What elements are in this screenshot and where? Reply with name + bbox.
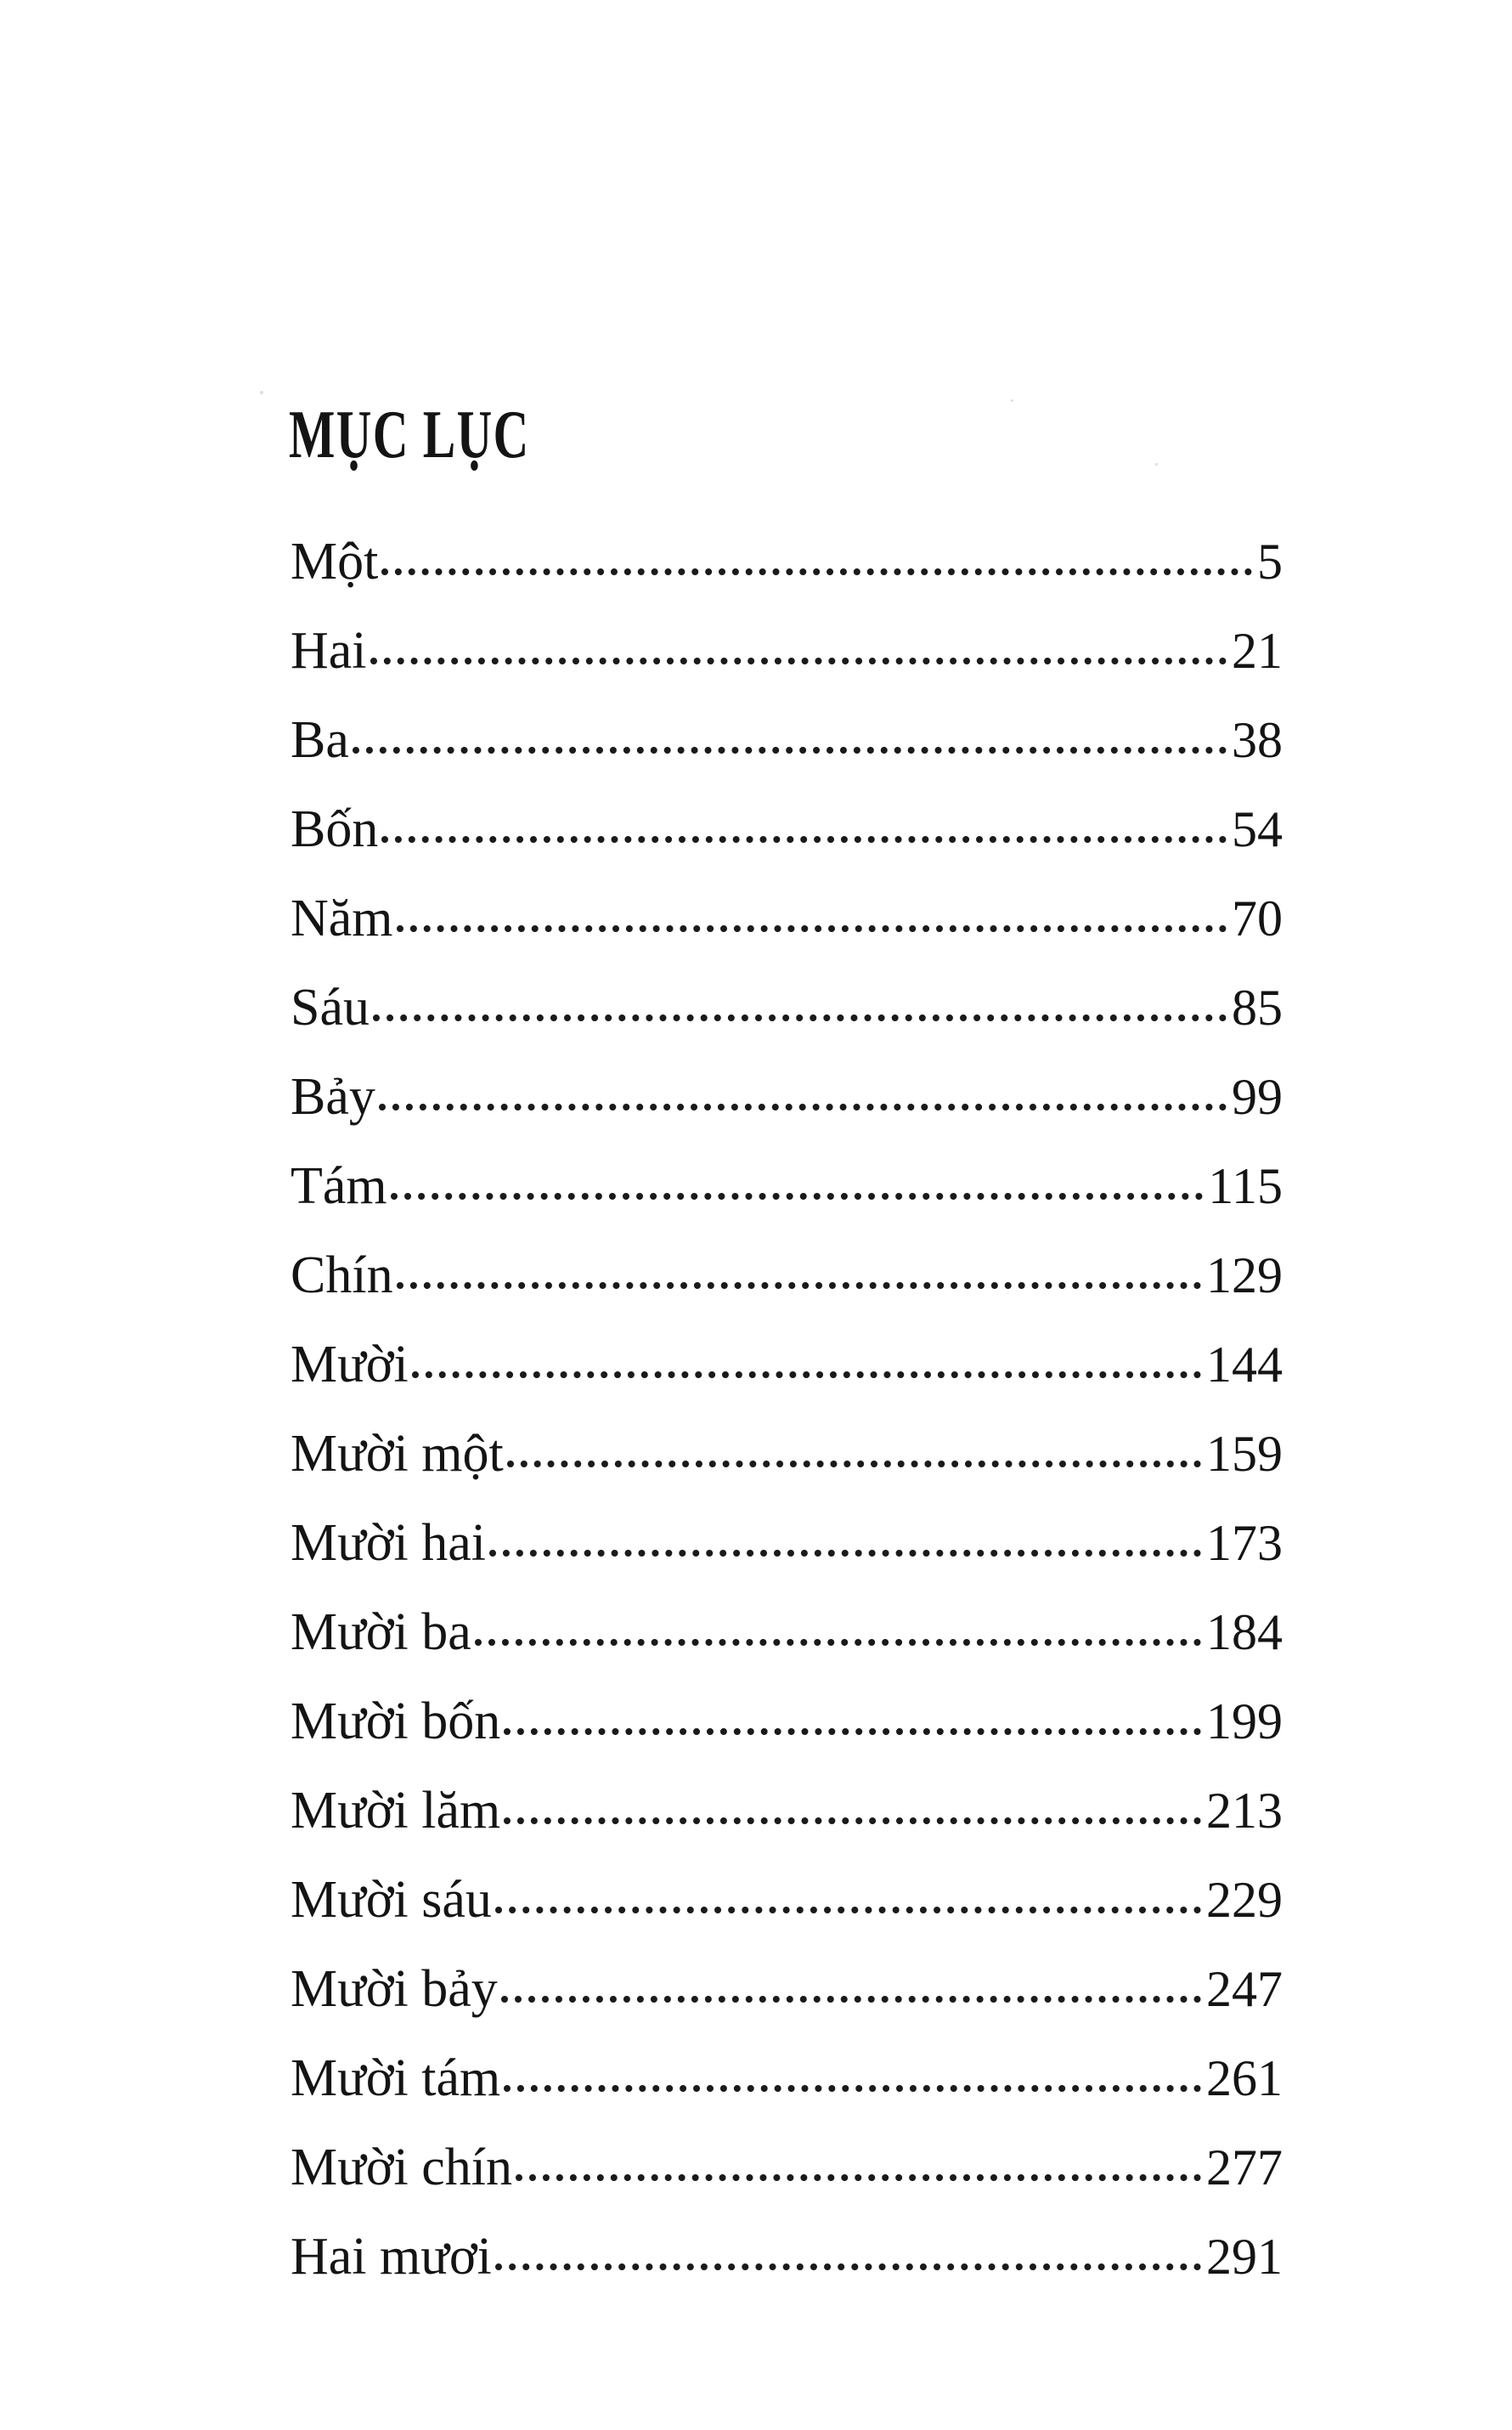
- toc-entry: [291, 2141, 1283, 2230]
- paper-speck: [1155, 463, 1158, 466]
- toc-entry: [291, 981, 1283, 1071]
- toc-entry: [291, 711, 1283, 803]
- toc-entry: [291, 1338, 1283, 1427]
- toc-entry: [291, 1960, 1283, 2052]
- dot-leader: [397, 925, 1227, 932]
- toc-entry: [291, 1603, 1283, 1695]
- toc-entry-title: Hai: [291, 622, 367, 680]
- dot-leader: [379, 1104, 1227, 1110]
- toc-entry-title: Chín: [291, 1246, 393, 1304]
- toc-entry: [291, 1157, 1283, 1249]
- toc-entry-title: Mười tám: [291, 2049, 501, 2107]
- toc-entry-page: 277: [1206, 2139, 1283, 2195]
- page-title: MỤC LỤC: [289, 397, 530, 472]
- dot-leader: [501, 1996, 1201, 2003]
- dot-leader: [370, 658, 1227, 664]
- paper-speck: [260, 391, 263, 394]
- toc-entry-page: 70: [1232, 890, 1283, 947]
- dot-leader: [381, 836, 1227, 843]
- toc-entry-page: 129: [1206, 1247, 1283, 1303]
- toc-entry-page: 159: [1206, 1426, 1283, 1482]
- toc-entry-page: 229: [1206, 1872, 1283, 1928]
- toc-entry-title: Mười sáu: [291, 1871, 492, 1929]
- dot-leader: [397, 1282, 1201, 1289]
- dot-leader: [381, 568, 1252, 575]
- dot-leader: [504, 1728, 1201, 1735]
- toc-entry: [291, 2049, 1283, 2141]
- toc-entry-page: 184: [1206, 1604, 1283, 1660]
- toc-entry-page: 144: [1206, 1336, 1283, 1393]
- toc-entry: [291, 1246, 1283, 1338]
- toc-entry-title: Hai mươi: [291, 2228, 492, 2286]
- toc-entry-page: 115: [1208, 1158, 1283, 1214]
- dot-leader: [507, 1461, 1201, 1467]
- toc-entry: [291, 892, 1283, 981]
- toc-entry: [291, 624, 1283, 714]
- toc-entry-title: Mười ba: [291, 1603, 471, 1661]
- toc-entry-title: Sáu: [291, 979, 370, 1037]
- toc-entry-title: Bốn: [291, 800, 379, 858]
- dot-leader: [391, 1193, 1204, 1200]
- dot-leader: [504, 2085, 1201, 2092]
- toc-entry: [291, 1514, 1283, 1606]
- toc-entry: [291, 800, 1283, 892]
- dot-leader: [353, 747, 1227, 754]
- dot-leader: [504, 1817, 1201, 1824]
- toc-entry-page: 21: [1232, 623, 1283, 679]
- toc-entry: [291, 2230, 1283, 2320]
- toc-entry-page: 99: [1232, 1069, 1283, 1125]
- toc-entry: [291, 1695, 1283, 1784]
- toc-entry-page: 213: [1206, 1783, 1283, 1839]
- table-of-contents: [291, 535, 1283, 2320]
- toc-entry: [291, 1784, 1283, 1873]
- toc-entry-page: 261: [1206, 2050, 1283, 2106]
- toc-entry: [291, 535, 1283, 624]
- toc-entry: [291, 1427, 1283, 1517]
- toc-entry-page: 38: [1232, 712, 1283, 768]
- toc-entry-title: Mười một: [291, 1425, 504, 1483]
- toc-entry-title: Mười hai: [291, 1514, 486, 1572]
- toc-entry-title: Năm: [291, 890, 393, 947]
- dot-leader: [373, 1014, 1227, 1021]
- toc-entry-page: 247: [1206, 1961, 1283, 2017]
- toc-entry: [291, 1068, 1283, 1160]
- dot-leader: [495, 2263, 1201, 2270]
- dot-leader: [412, 1371, 1201, 1378]
- toc-entry-page: 85: [1232, 980, 1283, 1036]
- toc-entry-page: 199: [1206, 1693, 1283, 1749]
- dot-leader: [516, 2174, 1201, 2181]
- toc-entry-title: Mười lăm: [291, 1782, 501, 1839]
- dot-leader: [475, 1639, 1201, 1646]
- toc-entry-title: Bảy: [291, 1068, 375, 1126]
- toc-entry-title: Một: [291, 533, 379, 591]
- toc-entry-page: 5: [1257, 534, 1283, 590]
- dot-leader: [489, 1550, 1201, 1557]
- toc-entry-title: Mười chín: [291, 2139, 512, 2196]
- toc-entry-title: Mười: [291, 1336, 409, 1393]
- toc-entry-title: Mười bốn: [291, 1693, 501, 1750]
- toc-entry: [291, 1873, 1283, 1963]
- toc-entry-page: 54: [1232, 801, 1283, 857]
- toc-entry-title: Ba: [291, 711, 349, 769]
- toc-entry-title: Mười bảy: [291, 1960, 498, 2018]
- toc-entry-page: 173: [1206, 1515, 1283, 1571]
- dot-leader: [495, 1907, 1201, 1913]
- paper-speck: [1011, 399, 1013, 402]
- toc-entry-page: 291: [1206, 2229, 1283, 2285]
- toc-entry-title: Tám: [291, 1157, 387, 1215]
